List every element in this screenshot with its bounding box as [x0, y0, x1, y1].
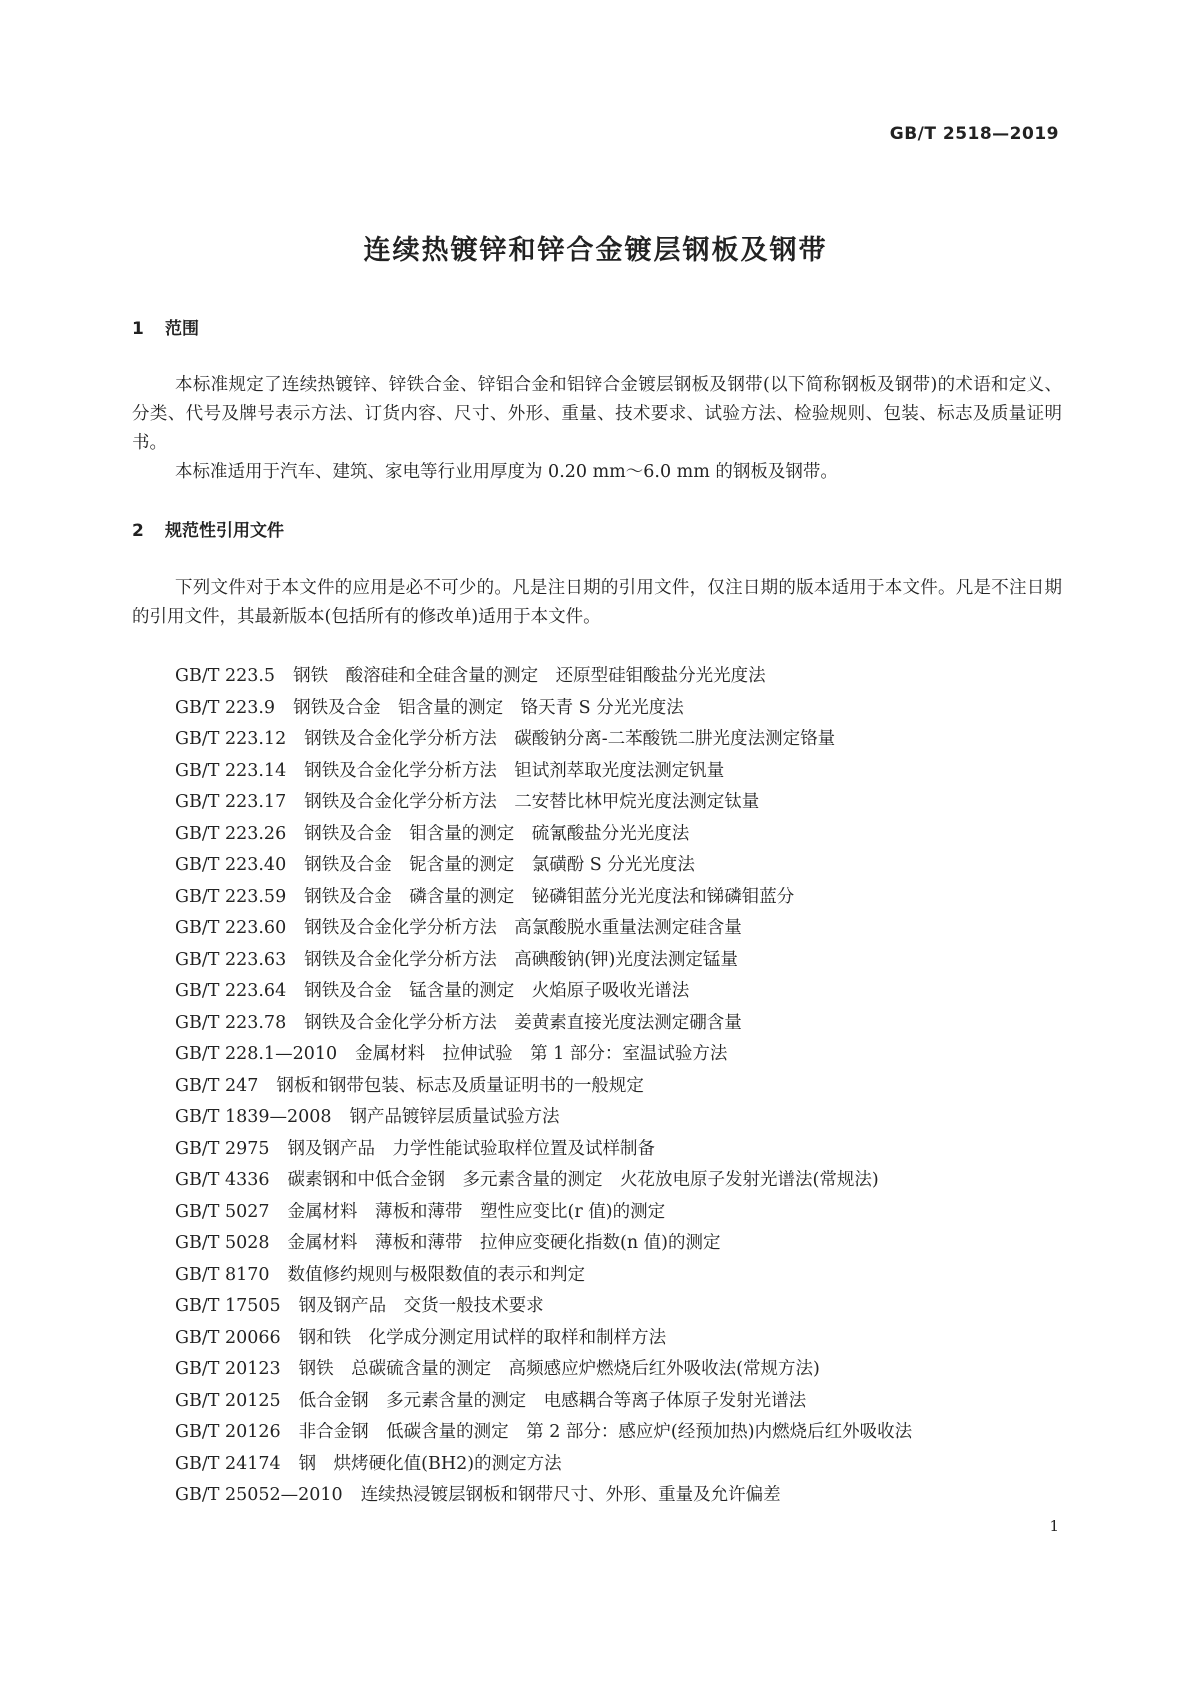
- section-title: 规范性引用文件: [165, 521, 284, 541]
- reference-code: GB/T 223.9: [175, 697, 276, 718]
- reference-code: GB/T 223.14: [175, 760, 287, 781]
- references-intro: 下列文件对于本文件的应用是必不可少的。凡是注日期的引用文件，仅注日期的版本适用于本文件。凡是不注日期的引用文件，其最新版本(包括所有的修改单)适用于本文件。: [132, 578, 1062, 627]
- reference-item: [175, 1134, 1055, 1166]
- reference-item: [175, 1417, 1055, 1449]
- reference-item: [175, 1228, 1055, 1260]
- reference-title: 钢铁及合金化学分析方法 碳酸钠分离-二苯酸铣二肼光度法测定铬量: [304, 729, 836, 749]
- reference-item: [175, 787, 1055, 819]
- document-title: 连续热镀锌和锌合金镀层钢板及钢带: [363, 235, 828, 266]
- reference-code: GB/T 223.78: [175, 1012, 287, 1033]
- reference-title: 钢铁及合金 钼含量的测定 硫氰酸盐分光光度法: [304, 823, 690, 844]
- reference-code: GB/T 223.59: [175, 886, 287, 907]
- reference-title: 钢铁 总碳硫含量的测定 高频感应炉燃烧后红外吸收法(常规方法): [298, 1359, 820, 1379]
- scope-paragraph: 本标准规定了连续热镀锌、锌铁合金、锌铝合金和铝锌合金镀层钢板及钢带(以下简称钢板及钢带)的术语和定义、分类、代号及牌号表示方法、订货内容、尺寸、外形、重量、技术要求、试验方法、检验规则、包装、标志及质量证明书。: [132, 375, 1062, 453]
- reference-code: GB/T 223.12: [175, 729, 287, 749]
- reference-title: 钢铁及合金化学分析方法 姜黄素直接光度法测定硼含量: [304, 1012, 742, 1033]
- reference-title: 金属材料 薄板和薄带 塑性应变比(r 值)的测定: [287, 1201, 666, 1222]
- reference-item: [175, 756, 1055, 788]
- reference-code: GB/T 2975: [175, 1138, 270, 1159]
- reference-code: GB/T 8170: [175, 1264, 270, 1285]
- reference-code: GB/T 1839—2008: [175, 1107, 332, 1127]
- reference-code: GB/T 247: [175, 1075, 259, 1096]
- reference-code: GB/T 20066: [175, 1327, 281, 1348]
- reference-title: 连续热浸镀层钢板和钢带尺寸、外形、重量及允许偏差: [360, 1485, 781, 1505]
- scope-paragraph: 本标准适用于汽车、建筑、家电等行业用厚度为 0.20 mm～6.0 mm 的钢板及钢带。: [175, 462, 838, 482]
- reference-item: [175, 1291, 1055, 1323]
- reference-title: 低合金钢 多元素含量的测定 电感耦合等离子体原子发射光谱法: [298, 1390, 807, 1411]
- reference-title: 钢板和钢带包装、标志及质量证明书的一般规定: [276, 1075, 644, 1096]
- reference-code: GB/T 20125: [175, 1390, 281, 1411]
- reference-code: GB/T 223.40: [175, 855, 287, 875]
- reference-title: 钢铁及合金 铝含量的测定 铬天青 S 分光光度法: [293, 697, 684, 718]
- reference-code: GB/T 25052—2010: [175, 1485, 343, 1505]
- reference-code: GB/T 228.1—2010: [175, 1044, 338, 1064]
- reference-code: GB/T 24174: [175, 1453, 281, 1474]
- reference-code: GB/T 223.5: [175, 666, 276, 686]
- page-number: 1: [1049, 1517, 1059, 1535]
- reference-item: [175, 819, 1055, 851]
- reference-item: [175, 1480, 1055, 1512]
- section-number: 1: [132, 319, 144, 339]
- reference-item: [175, 693, 1055, 725]
- reference-code: GB/T 20123: [175, 1359, 281, 1379]
- reference-item: [175, 1102, 1055, 1134]
- standard-code: GB/T 2518—2019: [889, 124, 1059, 144]
- reference-item: [175, 945, 1055, 977]
- section-title: 范围: [165, 319, 199, 339]
- reference-item: [175, 882, 1055, 914]
- reference-code: GB/T 17505: [175, 1296, 281, 1316]
- reference-title: 钢产品镀锌层质量试验方法: [349, 1107, 560, 1127]
- reference-code: GB/T 223.64: [175, 981, 287, 1001]
- section-2-heading: [132, 516, 284, 541]
- section-1-heading: [132, 314, 199, 339]
- reference-item: [175, 1165, 1055, 1197]
- reference-item: [175, 1260, 1055, 1292]
- reference-item: [175, 1197, 1055, 1229]
- reference-title: 钢铁及合金 锰含量的测定 火焰原子吸收光谱法: [304, 981, 690, 1001]
- reference-item: [175, 913, 1055, 945]
- reference-code: GB/T 20126: [175, 1422, 281, 1442]
- reference-code: GB/T 223.26: [175, 823, 287, 844]
- reference-title: 钢铁及合金化学分析方法 高氯酸脱水重量法测定硅含量: [304, 918, 742, 938]
- reference-list: [175, 661, 1055, 1512]
- reference-code: GB/T 5028: [175, 1233, 270, 1253]
- reference-title: 钢铁及合金 磷含量的测定 铋磷钼蓝分光光度法和锑磷钼蓝分: [304, 886, 795, 907]
- reference-item: [175, 1039, 1055, 1071]
- reference-item: [175, 1071, 1055, 1103]
- reference-title: 钢铁及合金化学分析方法 二安替比林甲烷光度法测定钛量: [304, 792, 760, 812]
- reference-title: 碳素钢和中低合金钢 多元素含量的测定 火花放电原子发射光谱法(常规法): [287, 1170, 879, 1190]
- reference-title: 金属材料 拉伸试验 第 1 部分：室温试验方法: [355, 1044, 728, 1064]
- reference-item: [175, 1323, 1055, 1355]
- reference-title: 钢及钢产品 力学性能试验取样位置及试样制备: [287, 1138, 656, 1159]
- reference-code: GB/T 223.63: [175, 949, 287, 970]
- reference-title: 金属材料 薄板和薄带 拉伸应变硬化指数(n 值)的测定: [287, 1233, 721, 1253]
- reference-item: [175, 976, 1055, 1008]
- reference-title: 钢铁及合金 铌含量的测定 氯磺酚 S 分光光度法: [304, 855, 695, 875]
- reference-item: [175, 1449, 1055, 1481]
- reference-item: [175, 724, 1055, 756]
- section-number: 2: [132, 521, 144, 541]
- reference-item: [175, 661, 1055, 693]
- reference-code: GB/T 223.60: [175, 918, 287, 938]
- reference-code: GB/T 4336: [175, 1170, 270, 1190]
- reference-title: 数值修约规则与极限数值的表示和判定: [287, 1264, 586, 1285]
- reference-item: [175, 1354, 1055, 1386]
- reference-code: GB/T 5027: [175, 1201, 270, 1222]
- reference-title: 钢和铁 化学成分测定用试样的取样和制样方法: [298, 1327, 667, 1348]
- reference-title: 非合金钢 低碳含量的测定 第 2 部分：感应炉(经预加热)内燃烧后红外吸收法: [298, 1422, 913, 1442]
- reference-title: 钢铁及合金化学分析方法 高碘酸钠(钾)光度法测定锰量: [304, 949, 738, 970]
- reference-item: [175, 1386, 1055, 1418]
- reference-item: [175, 850, 1055, 882]
- reference-item: [175, 1008, 1055, 1040]
- reference-title: 钢铁及合金化学分析方法 钽试剂萃取光度法测定钒量: [304, 760, 725, 781]
- reference-title: 钢 烘烤硬化值(BH2)的测定方法: [298, 1453, 562, 1474]
- reference-title: 钢及钢产品 交货一般技术要求: [298, 1296, 544, 1316]
- reference-title: 钢铁 酸溶硅和全硅含量的测定 还原型硅钼酸盐分光光度法: [293, 666, 766, 686]
- reference-code: GB/T 223.17: [175, 792, 287, 812]
